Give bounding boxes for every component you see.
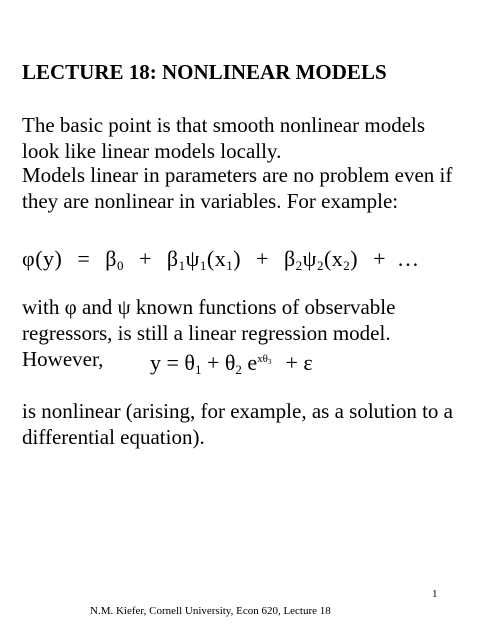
eq-lhs: φ(y): [22, 246, 63, 271]
eq-arg-close: ): [233, 246, 242, 271]
eq2-sub: 2: [235, 362, 242, 377]
text-line: look like linear models locally.: [22, 139, 282, 163]
paragraph-basic-point: [22, 112, 425, 164]
eq2-exponent-sub: 3: [267, 358, 272, 366]
equation-nonlinear-example: [150, 350, 313, 376]
eq-arg-open: (x: [206, 246, 227, 271]
text-line: Models linear in parameters are no problem even if: [22, 163, 453, 187]
eq-sub: 0: [116, 258, 124, 273]
text-line: The basic point is that smooth nonlinear models: [22, 113, 426, 137]
paragraph-linear-in-parameters: [22, 162, 452, 214]
eq-plus: +: [256, 246, 269, 271]
eq2-theta2: + θ: [201, 350, 236, 375]
eq-arg-close: ): [350, 246, 359, 271]
eq-psi2: ψ: [302, 246, 317, 271]
paragraph-is-nonlinear: [22, 398, 453, 450]
eq-sub: 2: [343, 258, 351, 273]
eq-plus: +: [138, 246, 152, 271]
text-line: with φ and ψ known functions of observable: [22, 295, 396, 319]
eq-sub: 2: [316, 258, 324, 273]
text-line: differential equation).: [22, 425, 205, 449]
eq-beta1: β: [166, 246, 179, 271]
eq-arg-open: (x: [323, 246, 344, 271]
equation-linear-example: [22, 246, 420, 272]
eq-sub: 1: [178, 258, 186, 273]
eq-equals: =: [77, 246, 91, 271]
text-line: regressors, is still a linear regression model.: [22, 321, 391, 345]
eq2-error-term: + ε: [285, 350, 313, 375]
page-number: 1: [432, 588, 438, 600]
page-footer: N.M. Kiefer, Cornell University, Econ 620, Lecture 18: [90, 605, 331, 617]
text-line: However,: [22, 347, 104, 371]
eq-beta2: β: [283, 246, 296, 271]
eq2-exponent-text: xθ: [257, 353, 268, 365]
text-line: they are nonlinear in variables. For example:: [22, 189, 399, 213]
eq-ellipsis: …: [397, 246, 420, 271]
eq-psi1: ψ: [185, 246, 200, 271]
eq2-lhs: y = θ: [150, 350, 195, 375]
page-title: LECTURE 18: NONLINEAR MODELS: [22, 60, 387, 84]
eq-sub: 2: [295, 258, 303, 273]
eq2-sub: 1: [194, 362, 202, 377]
text-line: is nonlinear (arising, for example, as a solution to a: [22, 399, 453, 423]
eq-plus: +: [373, 246, 387, 271]
eq-sub: 1: [199, 258, 207, 273]
eq-beta0: β: [105, 246, 117, 271]
eq2-exponent: [257, 353, 271, 365]
eq-sub: 1: [226, 258, 234, 273]
eq2-exp-base: e: [241, 350, 258, 375]
